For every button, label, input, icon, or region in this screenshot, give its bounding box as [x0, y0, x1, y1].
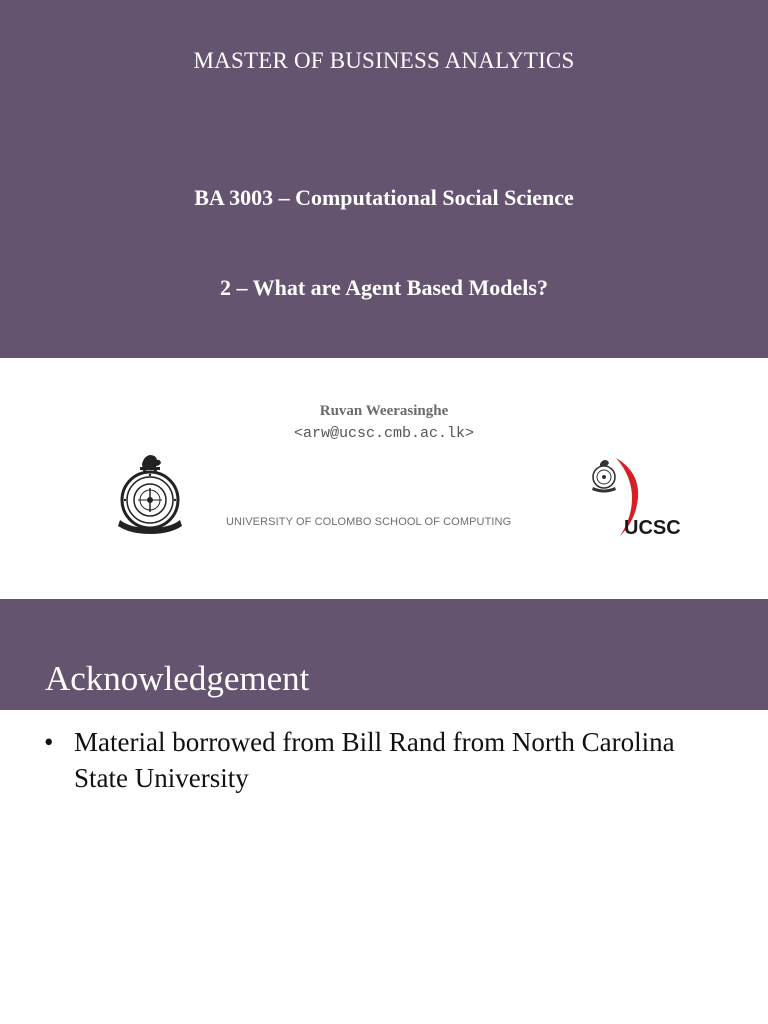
- bullet-icon: •: [44, 727, 54, 757]
- list-item: [44, 724, 684, 796]
- bullet-text: Material borrowed from Bill Rand from North Carolina State University: [74, 727, 675, 793]
- acknowledgement-slide-header: [0, 599, 768, 710]
- slide-title: Acknowledgement: [45, 659, 310, 698]
- presenter-email: <arw@ucsc.cmb.ac.lk>: [293, 425, 475, 442]
- course-title: BA 3003 – Computational Social Science: [194, 185, 574, 210]
- presenter-name: Ruvan Weerasinghe: [319, 403, 449, 419]
- bullet-list: [44, 724, 684, 796]
- title-slide-header: [0, 0, 768, 358]
- university-name: UNIVERSITY OF COLOMBO SCHOOL OF COMPUTING: [226, 516, 512, 528]
- lecture-title: 2 – What are Agent Based Models?: [220, 275, 548, 300]
- ucsc-logo-text: UCSC: [624, 517, 681, 539]
- program-title: MASTER OF BUSINESS ANALYTICS: [193, 48, 575, 73]
- acknowledgement-slide-body: [0, 710, 768, 1024]
- ucsc-logo-icon: [584, 458, 681, 540]
- title-slide-body: [0, 358, 768, 599]
- university-of-colombo-crest-icon: [112, 450, 188, 534]
